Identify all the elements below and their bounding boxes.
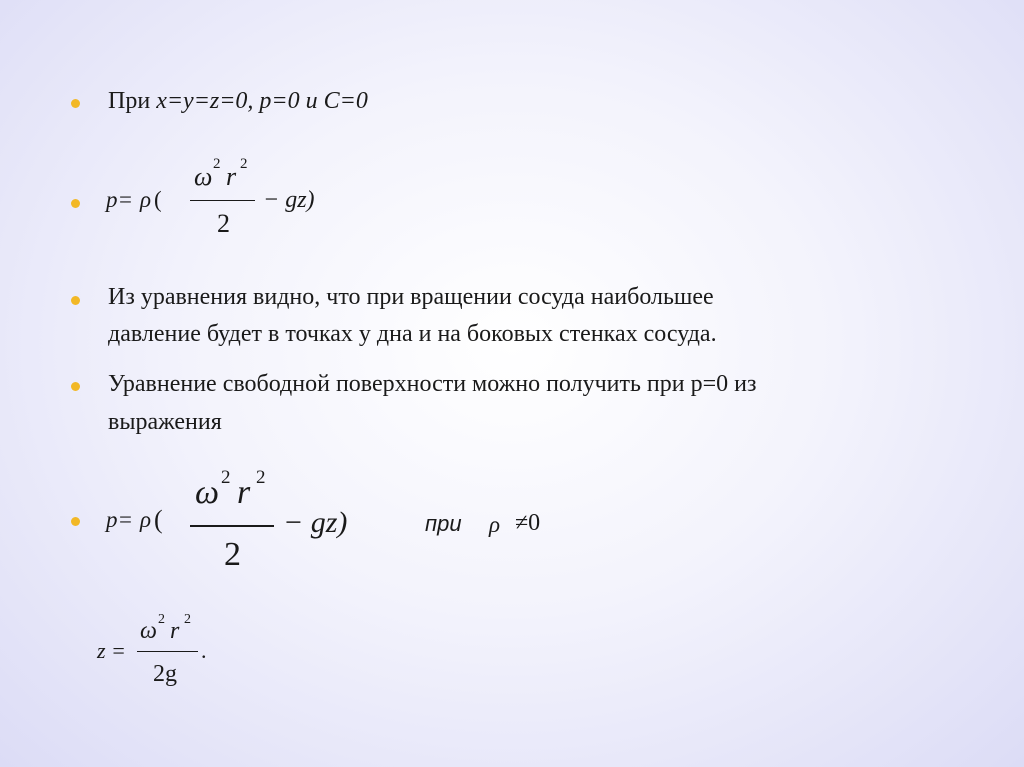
denominator: 2 [224,536,241,573]
formula-tail: − gz) [283,506,348,539]
numerator-omega: ω [194,162,213,191]
period: . [201,638,207,663]
bullet-marker [71,517,80,526]
denominator: 2g [153,661,177,687]
bullet-marker [71,382,80,391]
condition-values: x=y=z=0, p=0 и C=0 [156,88,368,114]
paragraph-line: давление будет в точках у дна и на боковых стенках сосуда. [108,321,717,347]
z-lhs: z = [97,638,126,663]
condition-line [108,86,368,116]
numerator-omega: ω [195,474,220,511]
condition-note-rho: ρ [489,512,501,537]
numerator-r: r [226,162,237,191]
formula-lhs: p= [106,187,134,212]
open-paren: ( [154,187,162,212]
numerator-exponent: 2 [240,156,248,172]
open-paren: ( [154,505,163,534]
fraction-bar [190,200,255,201]
numerator-exponent: 2 [213,156,221,172]
paragraph-line: Из уравнения видно, что при вращении сосуда наибольшее [108,284,714,310]
condition-note-word: при [425,511,462,536]
paragraph-line: выражения [108,409,222,435]
numerator-r: r [237,474,251,511]
bullet-marker [71,99,80,108]
fraction-bar [137,651,198,652]
condition-prefix: При [108,88,157,114]
bullet-marker [71,199,80,208]
numerator-omega: ω [140,618,157,644]
formula-tail: − gz) [263,187,315,213]
numerator-exponent: 2 [158,612,165,627]
numerator-exponent: 2 [256,467,266,488]
numerator-exponent: 2 [221,467,231,488]
paragraph-line: Уравнение свободной поверхности можно получить при р=0 из [108,371,757,397]
numerator-r: r [170,618,180,644]
rho-symbol: ρ [140,507,152,532]
formula-lhs: p= [106,507,134,532]
rho-symbol: ρ [140,187,152,212]
numerator-exponent: 2 [184,612,191,627]
denominator: 2 [217,209,230,238]
bullet-marker [71,296,80,305]
fraction-bar [190,525,274,527]
condition-note-relation: ≠0 [515,510,541,536]
